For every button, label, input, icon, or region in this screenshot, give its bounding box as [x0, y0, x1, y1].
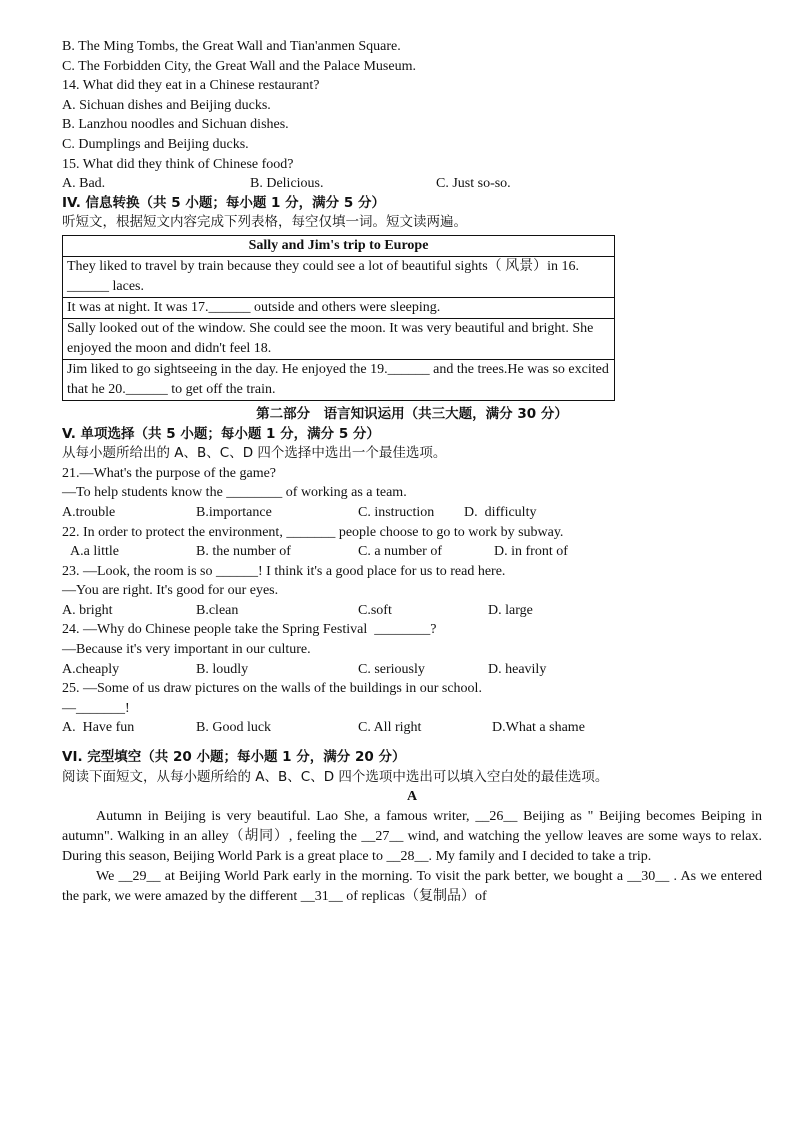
q23-options	[62, 601, 762, 621]
q23-option-c: C.soft	[358, 602, 392, 618]
q15-stem: 15. What did they think of Chinese food?	[62, 156, 294, 172]
info-table	[62, 235, 615, 401]
q15-options	[62, 174, 762, 194]
q25-option-c: C. All right	[358, 720, 422, 736]
q25-option-d: D.What a shame	[492, 720, 585, 736]
section-6-heading: VI. 完型填空（共 20 小题；每小题 1 分，满分 20 分）	[62, 749, 406, 766]
q24-option-d: D. heavily	[488, 661, 547, 677]
table-title: Sally and Jim's trip to Europe	[63, 235, 615, 256]
q22-options	[62, 542, 762, 562]
q14-option-c: C. Dumplings and Beijing ducks.	[62, 136, 249, 152]
section-4-heading: IV. 信息转换（共 5 小题；每小题 1 分，满分 5 分）	[62, 194, 385, 211]
q24-option-a: A.cheaply	[62, 661, 120, 677]
q23-line-1: 23. —Look, the room is so ______! I think it's a good place for us to read here.	[62, 563, 506, 579]
q25-line-1: 25. —Some of us draw pictures on the walls of the buildings in our school.	[62, 681, 482, 697]
q13-option-c: C. The Forbidden City, the Great Wall and the Palace Museum.	[62, 58, 416, 74]
passage-paragraph-2: We __29__ at Beijing World Park early in the morning. To visit the park better, we bought a __30__ . As we entered the park, we were amazed by the different __31__ of replicas（复制品）of	[62, 868, 762, 904]
q13-option-b: B. The Ming Tombs, the Great Wall and Tian'anmen Square.	[62, 39, 401, 54]
table-row-17: It was at night. It was 17.______ outside and others were sleeping.	[63, 297, 615, 318]
q15-option-b: B. Delicious.	[250, 176, 324, 192]
table-row-19-20: Jim liked to go sightseeing in the day. He enjoyed the 19.______ and the trees.He was so excited that he 20.______ to get off the train.	[63, 359, 615, 400]
passage-paragraph-1: Autumn in Beijing is very beautiful. Lao She, a famous writer, __26__ Beijing as " Beijing becomes Beiping in autumn". Walking in an alley（胡同）, feeling the __27__ wind, and watching the yellow leaves are some ways to relax. During this season, Beijing World Park is a great place to __28__. My family and I decided to take a trip.	[62, 808, 762, 864]
q23-option-d: D. large	[488, 602, 533, 618]
table-row-16: They liked to travel by train because they could see a lot of beautiful sights（ 风景）in 16. ______ laces.	[63, 256, 615, 297]
q25-option-a: A. Have fun	[62, 720, 135, 736]
q21-option-d: D. difficulty	[464, 504, 537, 520]
section-4-instruction: 听短文，根据短文内容完成下列表格，每空仅填一词。短文读两遍。	[62, 214, 467, 231]
q24-option-b: B. loudly	[196, 661, 249, 677]
q15-option-c: C. Just so-so.	[436, 176, 511, 192]
q24-line-2: —Because it's very important in our culture.	[62, 642, 311, 658]
q21-line-2: —To help students know the ________ of working as a team.	[62, 485, 407, 501]
q25-options	[62, 718, 762, 738]
section-5-instruction: 从每小题所给出的 A、B、C、D 四个选择中选出一个最佳选项。	[62, 445, 447, 462]
q22-option-a: A.a little	[70, 544, 119, 560]
section-6-instruction: 阅读下面短文，从每小题所给的 A、B、C、D 四个选项中选出可以填入空白处的最佳选项。	[62, 768, 609, 785]
q24-options	[62, 660, 762, 680]
q25-line-2: —_______!	[62, 700, 130, 716]
section-5-heading: V. 单项选择（共 5 小题；每小题 1 分，满分 5 分）	[62, 425, 380, 442]
part-2-heading: 第二部分 语言知识运用（共三大题，满分 30 分）	[256, 405, 568, 422]
q15-option-a: A. Bad.	[62, 176, 106, 192]
q14-option-b: B. Lanzhou noodles and Sichuan dishes.	[62, 117, 289, 133]
q22-line-1: 22. In order to protect the environment, _______ people choose to go to work by subway.	[62, 524, 564, 540]
q14-option-a: A. Sichuan dishes and Beijing ducks.	[62, 97, 271, 113]
q23-line-2: —You are right. It's good for our eyes.	[62, 583, 279, 599]
q23-option-a: A. bright	[62, 602, 113, 618]
q21-line-1: 21.—What's the purpose of the game?	[62, 465, 277, 481]
q21-option-c: C. instruction	[358, 504, 435, 520]
passage-label: A	[406, 789, 418, 805]
q22-option-b: B. the number of	[196, 544, 291, 560]
q21-options	[62, 503, 762, 523]
q22-option-c: C. a number of	[358, 544, 442, 560]
exam-page	[62, 37, 762, 907]
q21-option-a: A.trouble	[62, 504, 116, 520]
table-row-18: Sally looked out of the window. She could see the moon. It was very beautiful and bright. She enjoyed the moon and didn't feel 18.	[63, 318, 615, 359]
q22-option-d: D. in front of	[494, 544, 568, 560]
q24-line-1: 24. —Why do Chinese people take the Spring Festival ________?	[62, 622, 437, 638]
q14-stem: 14. What did they eat in a Chinese restaurant?	[62, 78, 320, 94]
q21-option-b: B.importance	[196, 504, 272, 520]
q24-option-c: C. seriously	[358, 661, 425, 677]
q25-option-b: B. Good luck	[196, 720, 272, 736]
q23-option-b: B.clean	[196, 602, 239, 618]
